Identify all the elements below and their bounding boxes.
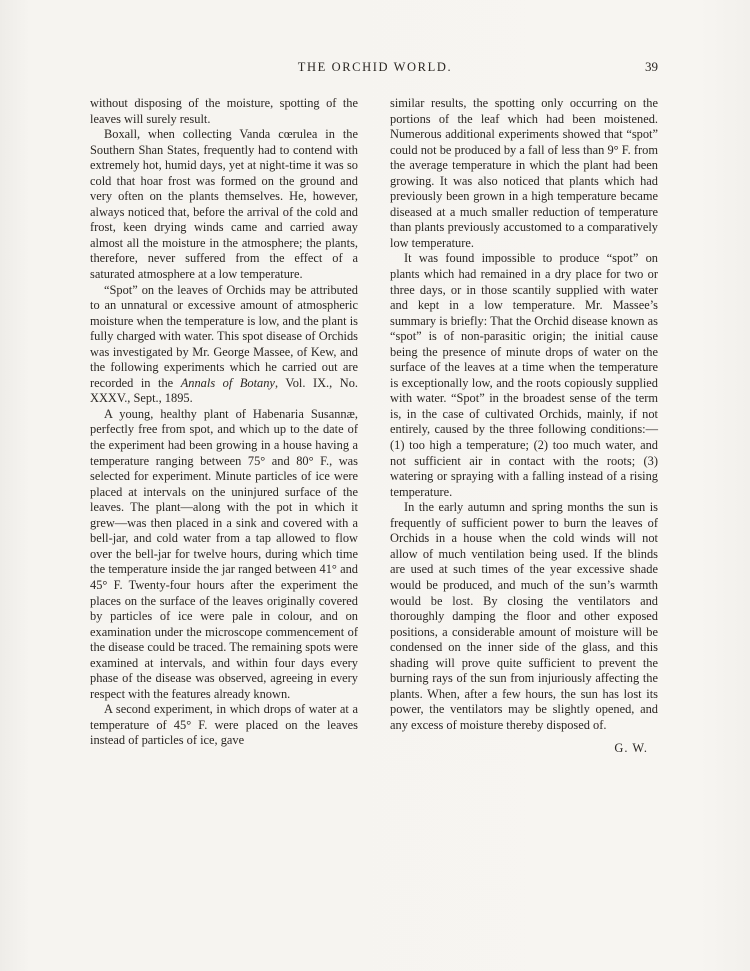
paragraph-spot-cause-text: “Spot” on the leaves of Orchids may be attributed to an unnatural or excessive amount of atmospheric moisture when the temperature is low, and the plant is fully charged with water. This spot disease of Orchids was investigated by Mr. George Massee, of Kew, and the following experiments which he carried out are recorded in the [90,282,358,390]
author-signature: G. W. [614,741,648,756]
paragraph-boxall: Boxall, when collecting Vanda cœrulea in the Southern Shan States, frequently had to contend with extremely hot, humid days, yet at night-time it was so cold that hoar frost was formed on the ground and very often on the plants themselves. He, however, always noticed that, before the arrival of the cold and frost, keen drying winds came and carried away almost all the moisture in the atmosphere; the plants, therefore, never suffered from the effect of a saturated atmosphere at a low temperature. [90,127,358,282]
paragraph-continuation: without disposing of the moisture, spotting of the leaves will surely result. [90,96,358,126]
page-number: 39 [645,59,658,74]
paragraph-massee-summary: It was found impossible to produce “spot” on plants which had remained in a dry place for two or three days, or in those scantily supplied with water and kept in a low temperature. Mr. Massee’s summary is briefly: That the Orchid disease known as “spot” is of non-parasitic origin; the initial cause being the presence of minute drops of water on the surface of the leaves at a time when the temperature is exceptionally low, and the roots copiously supplied with water. “Spot” in the broadest sense of the term is, in the case of cultivated Orchids, mainly, if not entirely, caused by the three following conditions:—(1) too high a temperature; (2) too much water, and not sufficient air in contact with the roots; (3) watering or spraying with a falling instead of a rising temperature. [390,251,658,499]
paragraph-second-experiment: A second experiment, in which drops of water at a temperature of 45° F. were placed on the leaves instead of particles of ice, gave [90,702,358,748]
paragraph-spot-cause [90,283,358,407]
paragraph-first-experiment: A young, healthy plant of Habenaria Susannæ, perfectly free from spot, and which up to the date of the experiment had been growing in a house having a temperature ranging between 75° and 80° F., was selected for experiment. Minute particles of ice were placed at intervals on the uninjured surface of the leaves. The plant—along with the pot in which it grew—was then placed in a sink and covered with a bell-jar, and cold water from a tap allowed to flow over the bell-jar for twelve hours, during which time the temperature inside the jar ranged between 41° and 45° F. Twenty-four hours after the experiment the places on the surface of the leaves originally covered by particles of ice were pale in colour, and on examination under the microscope commencement of the disease could be traced. The remaining spots were examined at intervals, and within four days every phase of the disease was observed, agreeing in every respect with the features already known. [90,406,358,701]
running-title: THE ORCHID WORLD. [297,60,453,74]
paragraph-results: similar results, the spotting only occurring on the portions of the leaf which had been moistened. Numerous additional experiments showed that “spot” could not be produced by a fall of less than 9° F. from the average temperature in which the plant had been growing. It was also noticed that plants which had previously been grown in a high temperature became diseased at a much smaller reduction of temperature than plants previously accustomed to a comparatively low temperature. [390,96,658,250]
paragraph-spot-cause-citation: , Vol. IX., No. XXXV., Sept., 1895. [90,375,359,406]
left-column [90,96,358,749]
paragraph-ventilation: In the early autumn and spring months the sun is frequently of sufficient power to burn the leaves of Orchids in a house when the cold winds will not allow of much ventilation being used. If the blinds are used at such times of the year excessive shade would be produced, and much of the sun’s warmth would be lost. By closing the ventilators and thoroughly damping the floor and other exposed positions, a considerable amount of moisture will be condensed on the inner side of the glass, and this shading will prove quite sufficient to prevent the burning rays of the sun from injuriously affecting the plants. When, after a few hours, the sun has lost its power, the ventilators may be slightly opened, and any excess of moisture thereby disposed of. [390,500,658,732]
page-header [90,60,658,80]
right-column [390,96,658,757]
journal-title: Annals of Botany [180,375,275,390]
